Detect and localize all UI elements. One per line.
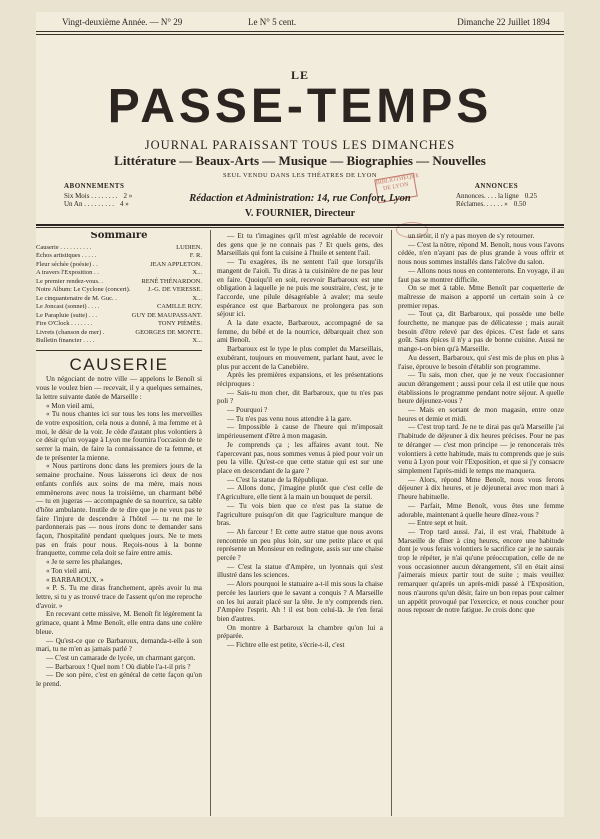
paragraph: Après les premières expansions, et les présentations réciproques : <box>217 371 383 388</box>
sections-list: Littérature — Beaux-Arts — Musique — Biographies — Nouvelles <box>114 153 486 168</box>
masthead-bottom-rule-2 <box>36 227 564 228</box>
paragraph: — Sais-tu mon cher, dit Barbaroux, que tu n'es pas poli ? <box>217 388 383 406</box>
sommaire-item-title: Bulletin financier . . . . <box>36 337 95 345</box>
sommaire-item <box>36 269 202 278</box>
ads-row: Annonces. . . . la ligne 0.25 <box>456 192 538 200</box>
paragraph: — Fichtre elle est petite, s'écrie-t-il, c'est <box>227 641 345 650</box>
newspaper-page <box>36 12 564 817</box>
sommaire-item-author: CAMILLE ROY. <box>156 303 202 311</box>
paragraph: « Ton vieil ami, <box>46 566 92 575</box>
sommaire-item <box>36 278 202 287</box>
sommaire-item-author: LUDIEN. <box>176 243 202 251</box>
masthead-info-bar <box>36 12 564 30</box>
paragraph: Un négociant de notre ville — appelons le Benoît si vous le voulez bien — recevait, il y a quelques semaines, la lettre suivante datée de Marseille : <box>36 375 202 401</box>
paragraph: un tiroir, il n'y a pas moyen de s'y retourner. <box>408 232 535 240</box>
sommaire-item-title: Le premier rendez-vous. . <box>36 277 103 285</box>
paragraph: — C'est la statue d'Ampère, un lyonnais qui s'est illustré dans les sciences. <box>217 562 383 580</box>
sommaire-item <box>36 244 202 253</box>
paragraph: Je comprends ça ; les affaires avant tout. Ne t'apercevant pas, nous sommes venus à pied pour voir un peu la ville. Qu'est-ce que cette statue qui est sur une place en descendant de la gare ? <box>217 440 383 475</box>
sommaire-item <box>36 261 202 270</box>
masthead-bottom-rule <box>36 224 564 226</box>
paragraph: On se met à table. Mme Benoît par coquetterie de maîtresse de maison a apporté un certain soin à ce premier repas. <box>398 284 564 310</box>
subscription-row: Un An . . . . . . . . . 4 » <box>64 200 129 208</box>
sommaire-item-author: J.-G. DE VERESSE. <box>147 286 202 294</box>
paragraph: — Pourquoi ? <box>227 406 268 415</box>
title-article: LE <box>290 68 309 82</box>
paragraph: — C'est la statue de la République. <box>227 475 328 484</box>
sold-notice: SEUL VENDU DANS LES THÉATRES DE LYON <box>222 172 378 179</box>
paragraph: — Qu'est-ce que ce Barbaroux, demanda-t-elle à son mari, tu ne m'en as jamais parlé ? <box>36 636 202 654</box>
sommaire-item-title: Le Parapluie (suite) . . . <box>36 311 98 319</box>
paragraph: — Trop tard aussi. J'ai, il est vrai, l'habitude à Marseille de dîner à cinq heures, encore une habitude dont je vous ferais volontiers le sacrifice car je ne saurais trop le répéter, je n'ai qu'une préoccupation, celle de ne vous occasionner aucun dérangement, s'il en était ainsi j'aimerais mieux partir tout de suite ; mais veuillez remarquer qu'après un après-midi passé à l'Exposition, nous n'aurons qu'un désir, faire un bon repas pour calmer un appétit provoqué par l'exercice, et nous coucher pour nous reposer de notre fatigue. Je crois donc que <box>398 527 564 615</box>
sommaire-item-title: Échos artistiques . . . . . <box>36 252 97 260</box>
year-issue: Vingt-deuxième Année. — N° 29 <box>62 17 183 27</box>
sommaire-item-author: X... <box>192 294 202 302</box>
sommaire-item-title: Causerie . . . . . . . . . . <box>36 243 92 251</box>
paragraph: En recevant cette missive, M. Benoît fit légèrement la grimace, quant à Mme Benoît, elle entra dans une colère bleue. <box>36 610 202 636</box>
sommaire-title: Sommaire <box>90 232 148 241</box>
paragraph: — Tu sais, mon cher, que je ne veux t'occasionner aucun dérangement ; aussi pour cela il est utile que nous établissions le programme pendant notre séjour. A quelle heure déjeunez-vous ? <box>398 371 564 406</box>
sommaire-item <box>36 295 202 304</box>
sommaire-item-author: GUY DE MAUPASSANT. <box>131 311 202 319</box>
paragraph: « Tu nous chantes ici sur tous les tons les merveilles de votre exposition, cela nous a donné, à ma femme et à moi, le désir de la voir. Je cède d'autant plus volontiers à ce désir qu'un voyage à Lyon me fournira l'occasion de te serrer la main, de faire la connaissance de ta femme, et de te présenter la mienne. <box>36 410 202 462</box>
column-2 <box>217 232 383 650</box>
sommaire-item-title: Livrets (chanson de mer) . <box>36 328 105 336</box>
paragraph: — Ah farceur ! Et cette autre statue que nous avons rencontrée un peu plus loin, sur une petite place et qui représente un Monsieur en redingote, assis sur une chaise percée ? <box>217 527 383 563</box>
sommaire-item-author: TONY PIÉMÈS. <box>157 320 202 328</box>
paragraph: — Barbaroux ! Quel nom ! Où diable l'a-t-il pris ? <box>46 662 191 671</box>
paragraph: — Tu vois bien que ce n'est pas la statue de l'agriculture puisqu'on dit que l'agriculture manque de bras. <box>217 501 383 528</box>
paragraph: Barbaroux est le type le plus complet du Marseillais, exubérant, toujours en mouvement, parlant haut, avec le plus pur accent de la Canebière. <box>217 345 383 371</box>
sommaire-item <box>36 286 202 295</box>
sommaire-item-title: Le cinquantenaire de M. Guc. . <box>36 294 117 302</box>
sommaire-item-author: RENÉ THÉNARDON. <box>141 277 202 285</box>
paragraph: « P. S. Tu me diras franchement, après avoir lu ma lettre, si tu y as trouvé trace de l'assent qu'on me reproche d'avoir. » <box>36 584 202 610</box>
library-stamp: BIBLIOTHÈQUE DE LYON <box>374 173 418 204</box>
issue-price: Le N° 5 cent. <box>248 17 297 27</box>
sommaire-rule <box>36 350 202 351</box>
paragraph: « Je te serre les phalanges, <box>46 558 123 567</box>
paragraph: « Mon vieil ami, <box>46 401 94 410</box>
top-rule-2 <box>36 34 564 35</box>
column-1 <box>36 232 202 689</box>
column-3 <box>398 232 564 615</box>
paragraph: Au dessert, Barbaroux, qui s'est mis de plus en plus à l'aise, éprouve le besoin d'établir son programme. <box>398 353 564 371</box>
subscription-row: Six Mois . . . . . . . . 2 » <box>64 192 133 200</box>
sommaire-item <box>36 320 202 329</box>
sommaire-item-title: A travers l'Exposition . . <box>36 269 99 277</box>
paragraph: — Impossible à cause de l'heure qui m'imposait impérieusement d'être à mon magasin. <box>217 423 383 441</box>
sommaire-item-author: X... <box>192 337 202 345</box>
ads-title: ANNONCES <box>474 182 519 190</box>
paragraph: — Alors, répond Mme Benoît, nous vous ferons déjeuner à dix heures, et je déjeunerai avec mon mari à l'heure habituelle. <box>398 475 564 502</box>
sommaire-item-author: GEORGES DE MONTE. <box>135 328 202 336</box>
causerie-column-1-text <box>36 375 202 688</box>
sommaire-item-title: Le Joncast (sonnet) . . . . <box>36 303 100 311</box>
director-name: V. FOURNIER, Directeur <box>244 208 356 219</box>
sommaire-item <box>36 337 202 346</box>
paragraph: — Allons donc, j'imagine plutôt que c'est celle de l'Agriculture, elle tient à la main un bouquet de persil. <box>217 484 383 502</box>
sommaire-list <box>36 244 202 346</box>
sommaire-item-author: F. R. <box>189 252 202 260</box>
issue-date: Dimanche 22 Juillet 1894 <box>457 17 550 27</box>
editorial-address: Rédaction et Administration: 14, rue Confort, Lyon <box>189 193 411 204</box>
ads-row: Réclames. . . . . . » 0.50 <box>456 200 526 208</box>
newspaper-title: PASSE-TEMPS <box>107 80 493 133</box>
paragraph: A la date exacte, Barbaroux, accompagné de sa femme, du bébé et de la nourrice, débarquait chez son ami Benoît. <box>217 319 383 345</box>
paragraph: — Tout ça, dit Barbaroux, qui possède une belle fourchette, ne manque pas de délicatesse ; mais aurait besoin d'être relevé par des épices. C'est fade et sans goût. Sans épices il n'y a pas de bonne cuisine. Aussi ne mange-t-on bien qu'à Marseille. <box>398 310 564 354</box>
sommaire-item-author: X... <box>192 269 202 277</box>
sommaire-item-title: Fleur séchée (poésie) . . <box>36 260 98 268</box>
column-separator <box>391 230 392 816</box>
sommaire-item <box>36 303 202 312</box>
sommaire-item <box>36 312 202 321</box>
newspaper-subtitle: JOURNAL PARAISSANT TOUS LES DIMANCHES <box>144 138 456 152</box>
paragraph: — Mais en sortant de mon magasin, entre onze heures et demie et midi. <box>398 406 564 423</box>
sommaire-item-title: Fire O'Clock . . . . . . . <box>36 320 93 328</box>
paragraph: — Parfait, Mme Benoît, vous êtes une femme adorable, maintenant à quelle heure dînez-vous ? <box>398 501 564 519</box>
paragraph: — Alors pourquoi le statuaire a-t-il mis sous la chaise percée les lauriers que le savant a conquis ? A Marseille on les lui aurait placé sur la tête. Je n'y comprends rien. J'Ampère l'esprit. Ah ! il est bon celui-là. Je t'en ferai bien d'autres. <box>217 580 383 623</box>
paragraph: — C'est un camarade de lycée, un charmant garçon. <box>46 653 196 662</box>
sommaire-item-title: Notre Album: Le Cyclone (concert). <box>36 286 131 294</box>
paragraph: — Entre sept et huit. <box>408 519 468 528</box>
paragraph: On montre à Barbaroux la chambre qu'on lui a préparée. <box>217 623 383 641</box>
top-rule <box>36 31 564 32</box>
sommaire-item <box>36 252 202 261</box>
sommaire-item-author: JEAN APPLETON. <box>150 260 202 268</box>
paragraph: — C'est trop tard. Je ne te dirai pas qu'à Marseille j'ai l'habitude de déjeuner à dix heures précises. Pour ne pas te déranger — c'est mon principe — je renoncerais très volontiers à cette habitude, mais tu comprends que je suis venu à Lyon pour voir l'Exposition, et que si j'y consacre simplement l'après-midi le temps me manquera. <box>398 423 564 475</box>
paragraph: — Allons nous nous en contenterons. En voyage, il au faut pas se montrer difficile. <box>398 266 564 284</box>
subscriptions-title: ABONNEMENTS <box>64 182 125 190</box>
paragraph: « BARBAROUX. » <box>46 575 104 584</box>
paragraph: — Tu exagères, ils ne sentent l'ail que lorsqu'ils mangent de l'aioli. Tu diras à ta cuisinière de ne pas leur en faire. Quoiqu'il en soit, recevoir Barbaroux est une obligation à laquelle je ne puis me soustraire, c'est, je te l'accorde, une pilule désagréable à avaler; ma seule espérance est que Barbaroux ne prolongera pas son séjour ici. <box>217 258 383 319</box>
paragraph: — Et tu t'imagines qu'il m'est agréable de recevoir des gens que je ne connais pas ? Et quels gens, des Marseillais qui font la cuisine à l'huile et sentent l'ail. <box>217 232 383 258</box>
column-separator <box>210 230 211 816</box>
causerie-title: CAUSERIE <box>69 354 169 374</box>
sommaire-item <box>36 329 202 338</box>
paragraph: « Nous partirons donc dans les premiers jours de la semaine prochaine. Nous laisserons ici deux de nos enfants confiés aux soins de ma mère, mais nous emmènerons avec nous la troisième, un charmant bébé — tu en jugeras — accompagnée de sa nourrice, sa table d'hôte ambulante. Inutile de te dire que je ne veux pas te faire l'injure de descendre à l'hôtel — tu ne me le pardonnerais pas — nous irons donc te demander sans façon, l'hospitalité pendant quelques jours. Ne te mets pas en frais pour nous. Reçois-nous à la bonne franquette, comme cela doit se faire entre amis. <box>36 462 202 558</box>
paragraph: — De son père, c'est en général de cette façon qu'on le prend. <box>36 671 202 689</box>
paragraph: — C'est la nôtre, répond M. Benoît, nous vous l'avons cédée, n'en n'ayant pas de plus grande à vous offrir et nous nous sommes installés dans l'alcôve du salon. <box>398 240 564 267</box>
paragraph: — Tu n'es pas venu nous attendre à la gare. <box>227 414 352 423</box>
